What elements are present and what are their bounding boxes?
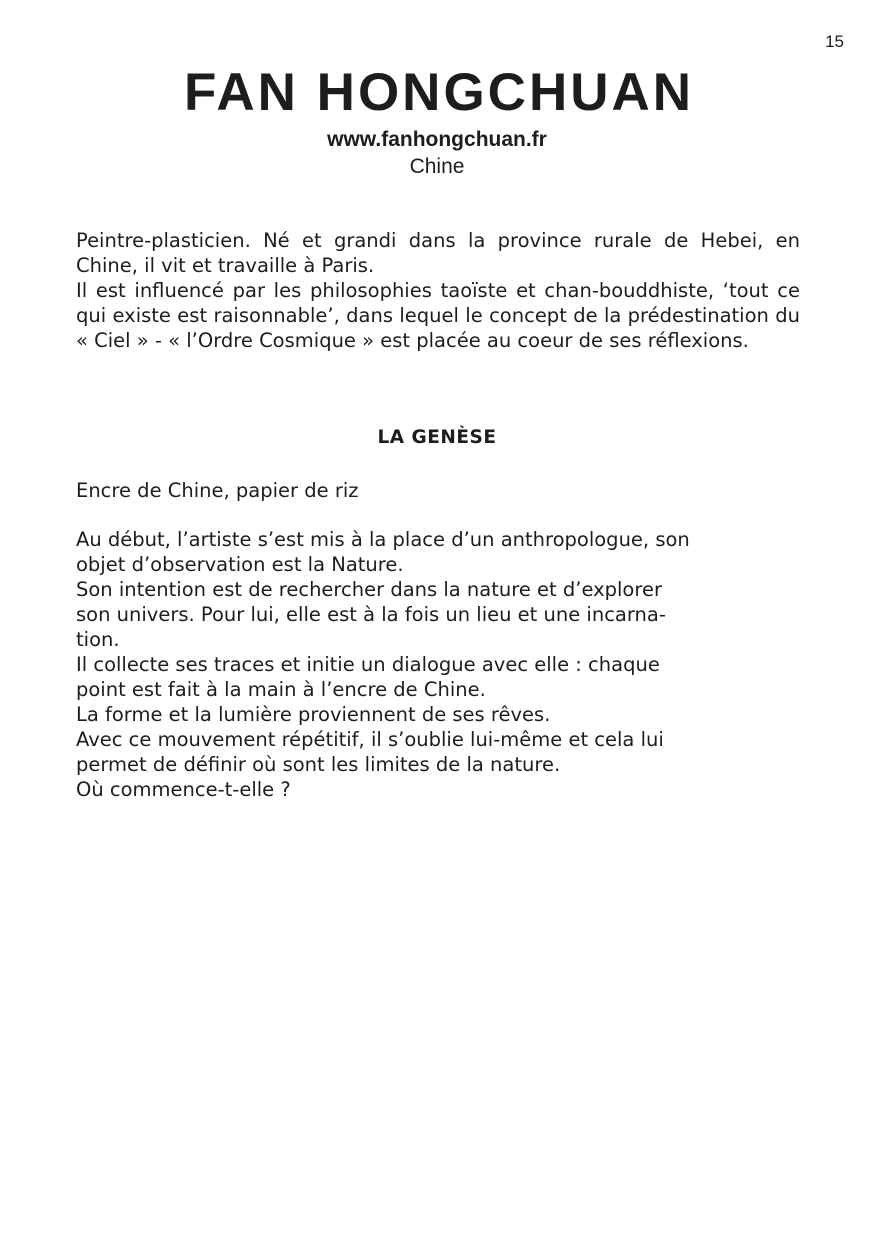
description-line: point est fait à la main à l’encre de Chine. [76,678,486,701]
description-line: Son intention est de rechercher dans la nature et d’explorer [76,578,662,601]
artist-bio [76,228,800,353]
artwork-description [76,527,800,802]
description-line: son univers. Pour lui, elle est à la fois un lieu et une incarna- [76,603,666,626]
description-line: Avec ce mouvement répétitif, il s’oublie lui-même et cela lui [76,728,664,751]
artist-name: FAN HONGCHUAN [183,63,695,122]
description-line: Au début, l’artiste s’est mis à la place d’un anthropologue, son [76,528,690,551]
description-line: objet d’observation est la Nature. [76,553,404,576]
description-line: Il collecte ses traces et initie un dialogue avec elle : chaque [76,653,660,676]
description-line: tion. [76,628,120,651]
description-line: La forme et la lumière proviennent de ses rêves. [76,703,551,726]
artist-country: Chine [409,155,465,178]
description-line: permet de définir où sont les limites de la nature. [76,753,561,776]
artwork-title: LA GENÈSE [377,427,497,448]
page-number: 15 [825,32,844,51]
artwork-medium: Encre de Chine, papier de riz [76,479,359,502]
artist-header [0,62,874,180]
bio-paragraph: Il est influencé par les philosophies taoïste et chan-bouddhiste, ‘tout ce qui existe est raisonnable’, dans lequel le concept de la prédestination du « Ciel » - « l’Ordre Cosmique » est placée au coeur de ses réflexions. [76,279,800,352]
description-line: Où commence-t-elle ? [76,778,291,801]
artist-website: www.fanhongchuan.fr [327,128,547,151]
bio-paragraph: Peintre-plasticien. Né et grandi dans la province rurale de Hebei, en Chine, il vit et travaille à Paris. [76,229,800,277]
